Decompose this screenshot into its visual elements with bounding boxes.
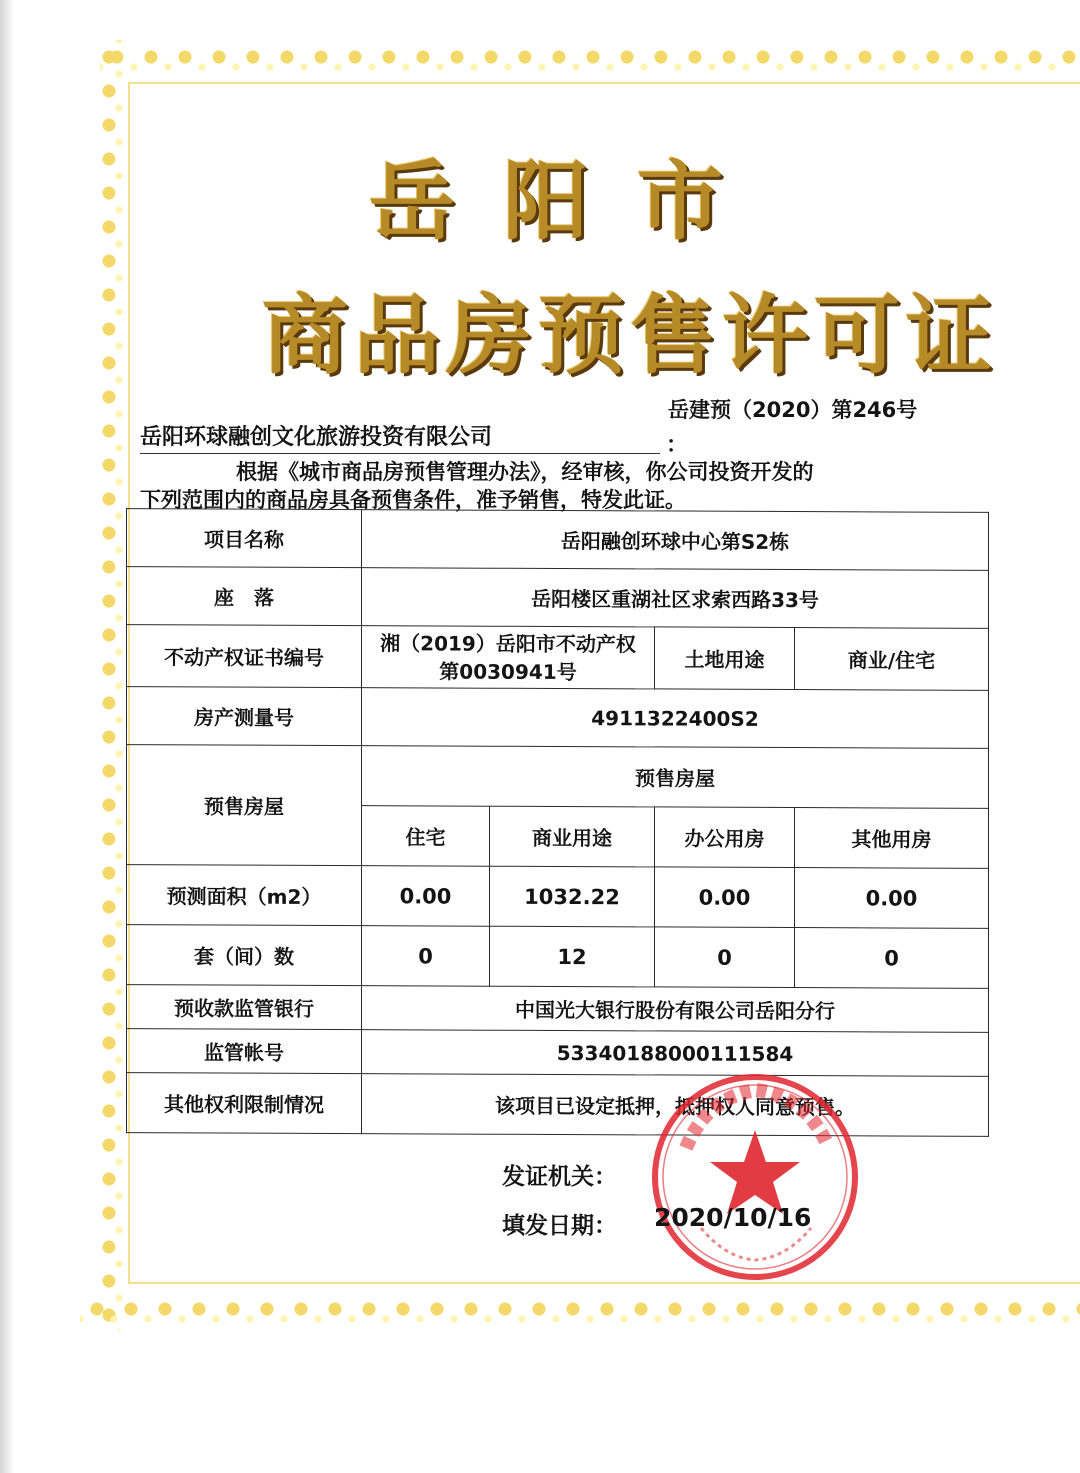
issue-date-value: 2020/10/16 — [654, 1203, 812, 1232]
account-label: 监管帐号 — [127, 1029, 362, 1074]
units-residential: 0 — [362, 926, 490, 987]
bank-label: 预收款监管银行 — [127, 985, 362, 1030]
presale-housing-header: 预售房屋 — [362, 746, 989, 809]
table-row — [127, 865, 989, 929]
land-use-value: 商业/住宅 — [795, 628, 989, 691]
table-row — [127, 925, 989, 989]
property-cert-label: 不动产权证书编号 — [127, 625, 362, 688]
certificate-title: 商品房预售许可证 — [262, 286, 998, 386]
area-label: 预测面积（m2） — [127, 865, 362, 926]
land-use-label: 土地用途 — [655, 627, 795, 690]
presale-details-table — [126, 508, 989, 1137]
units-commercial: 12 — [490, 926, 655, 987]
account-value: 53340188000111584 — [362, 1030, 989, 1077]
official-seal-stamp — [646, 1068, 864, 1286]
table-row — [127, 687, 989, 749]
table-row — [127, 745, 989, 809]
column-residential: 住宅 — [362, 806, 490, 867]
table-row — [127, 567, 989, 629]
area-office: 0.00 — [655, 867, 795, 928]
survey-number-label: 房产测量号 — [127, 687, 362, 746]
column-other: 其他用房 — [795, 808, 989, 869]
units-other: 0 — [795, 928, 989, 989]
area-commercial: 1032.22 — [490, 866, 655, 927]
permit-number: 岳建预（2020）第246号 — [668, 398, 918, 422]
units-label: 套（间）数 — [127, 925, 362, 986]
presale-housing-label: 预售房屋 — [127, 745, 362, 866]
inner-frame-line-bottom — [128, 1282, 1080, 1284]
company-colon: ： — [666, 433, 689, 458]
decorative-border-bottom — [80, 1286, 1080, 1332]
issuing-authority-label: 发证机关： — [502, 1164, 617, 1190]
table-row — [127, 509, 989, 571]
property-cert-value — [362, 626, 655, 689]
issue-date-label: 填发日期： — [502, 1213, 617, 1239]
decorative-border-top — [100, 34, 1080, 80]
table-row — [127, 625, 989, 691]
property-cert-value-line1: 湘（2019）岳阳市不动产权 — [380, 630, 636, 656]
seal-star-icon — [710, 1130, 800, 1214]
units-office: 0 — [655, 927, 795, 988]
city-title: 岳阳市 — [369, 152, 771, 252]
location-value: 岳阳楼区重湖社区求索西路33号 — [362, 568, 989, 629]
bank-value: 中国光大银行股份有限公司岳阳分行 — [362, 986, 989, 1033]
property-cert-value-line2: 第0030941号 — [439, 658, 577, 684]
restriction-value: 该项目已设定抵押，抵押权人同意预售。 — [362, 1074, 989, 1137]
restriction-label: 其他权利限制情况 — [127, 1073, 362, 1134]
project-name-label: 项目名称 — [127, 509, 362, 568]
table-row — [127, 985, 989, 1033]
inner-frame-line-top — [128, 82, 1080, 84]
survey-number-value: 4911322400S2 — [362, 688, 989, 749]
column-office: 办公用房 — [655, 807, 795, 868]
project-name-value: 岳阳融创环球中心第S2栋 — [362, 510, 989, 571]
area-other: 0.00 — [795, 868, 989, 929]
location-label: 座 落 — [127, 567, 362, 626]
column-commercial: 商业用途 — [490, 806, 655, 867]
company-name: 岳阳环球融创文化旅游投资有限公司 — [140, 420, 660, 454]
intro-line-1: 根据《城市商品房预售管理办法》，经审核，你公司投资开发的 — [236, 460, 814, 484]
intro-line-2: 下列范围内的商品房具备预售条件，准予销售，特发此证。 — [140, 488, 686, 512]
area-residential: 0.00 — [362, 866, 490, 927]
